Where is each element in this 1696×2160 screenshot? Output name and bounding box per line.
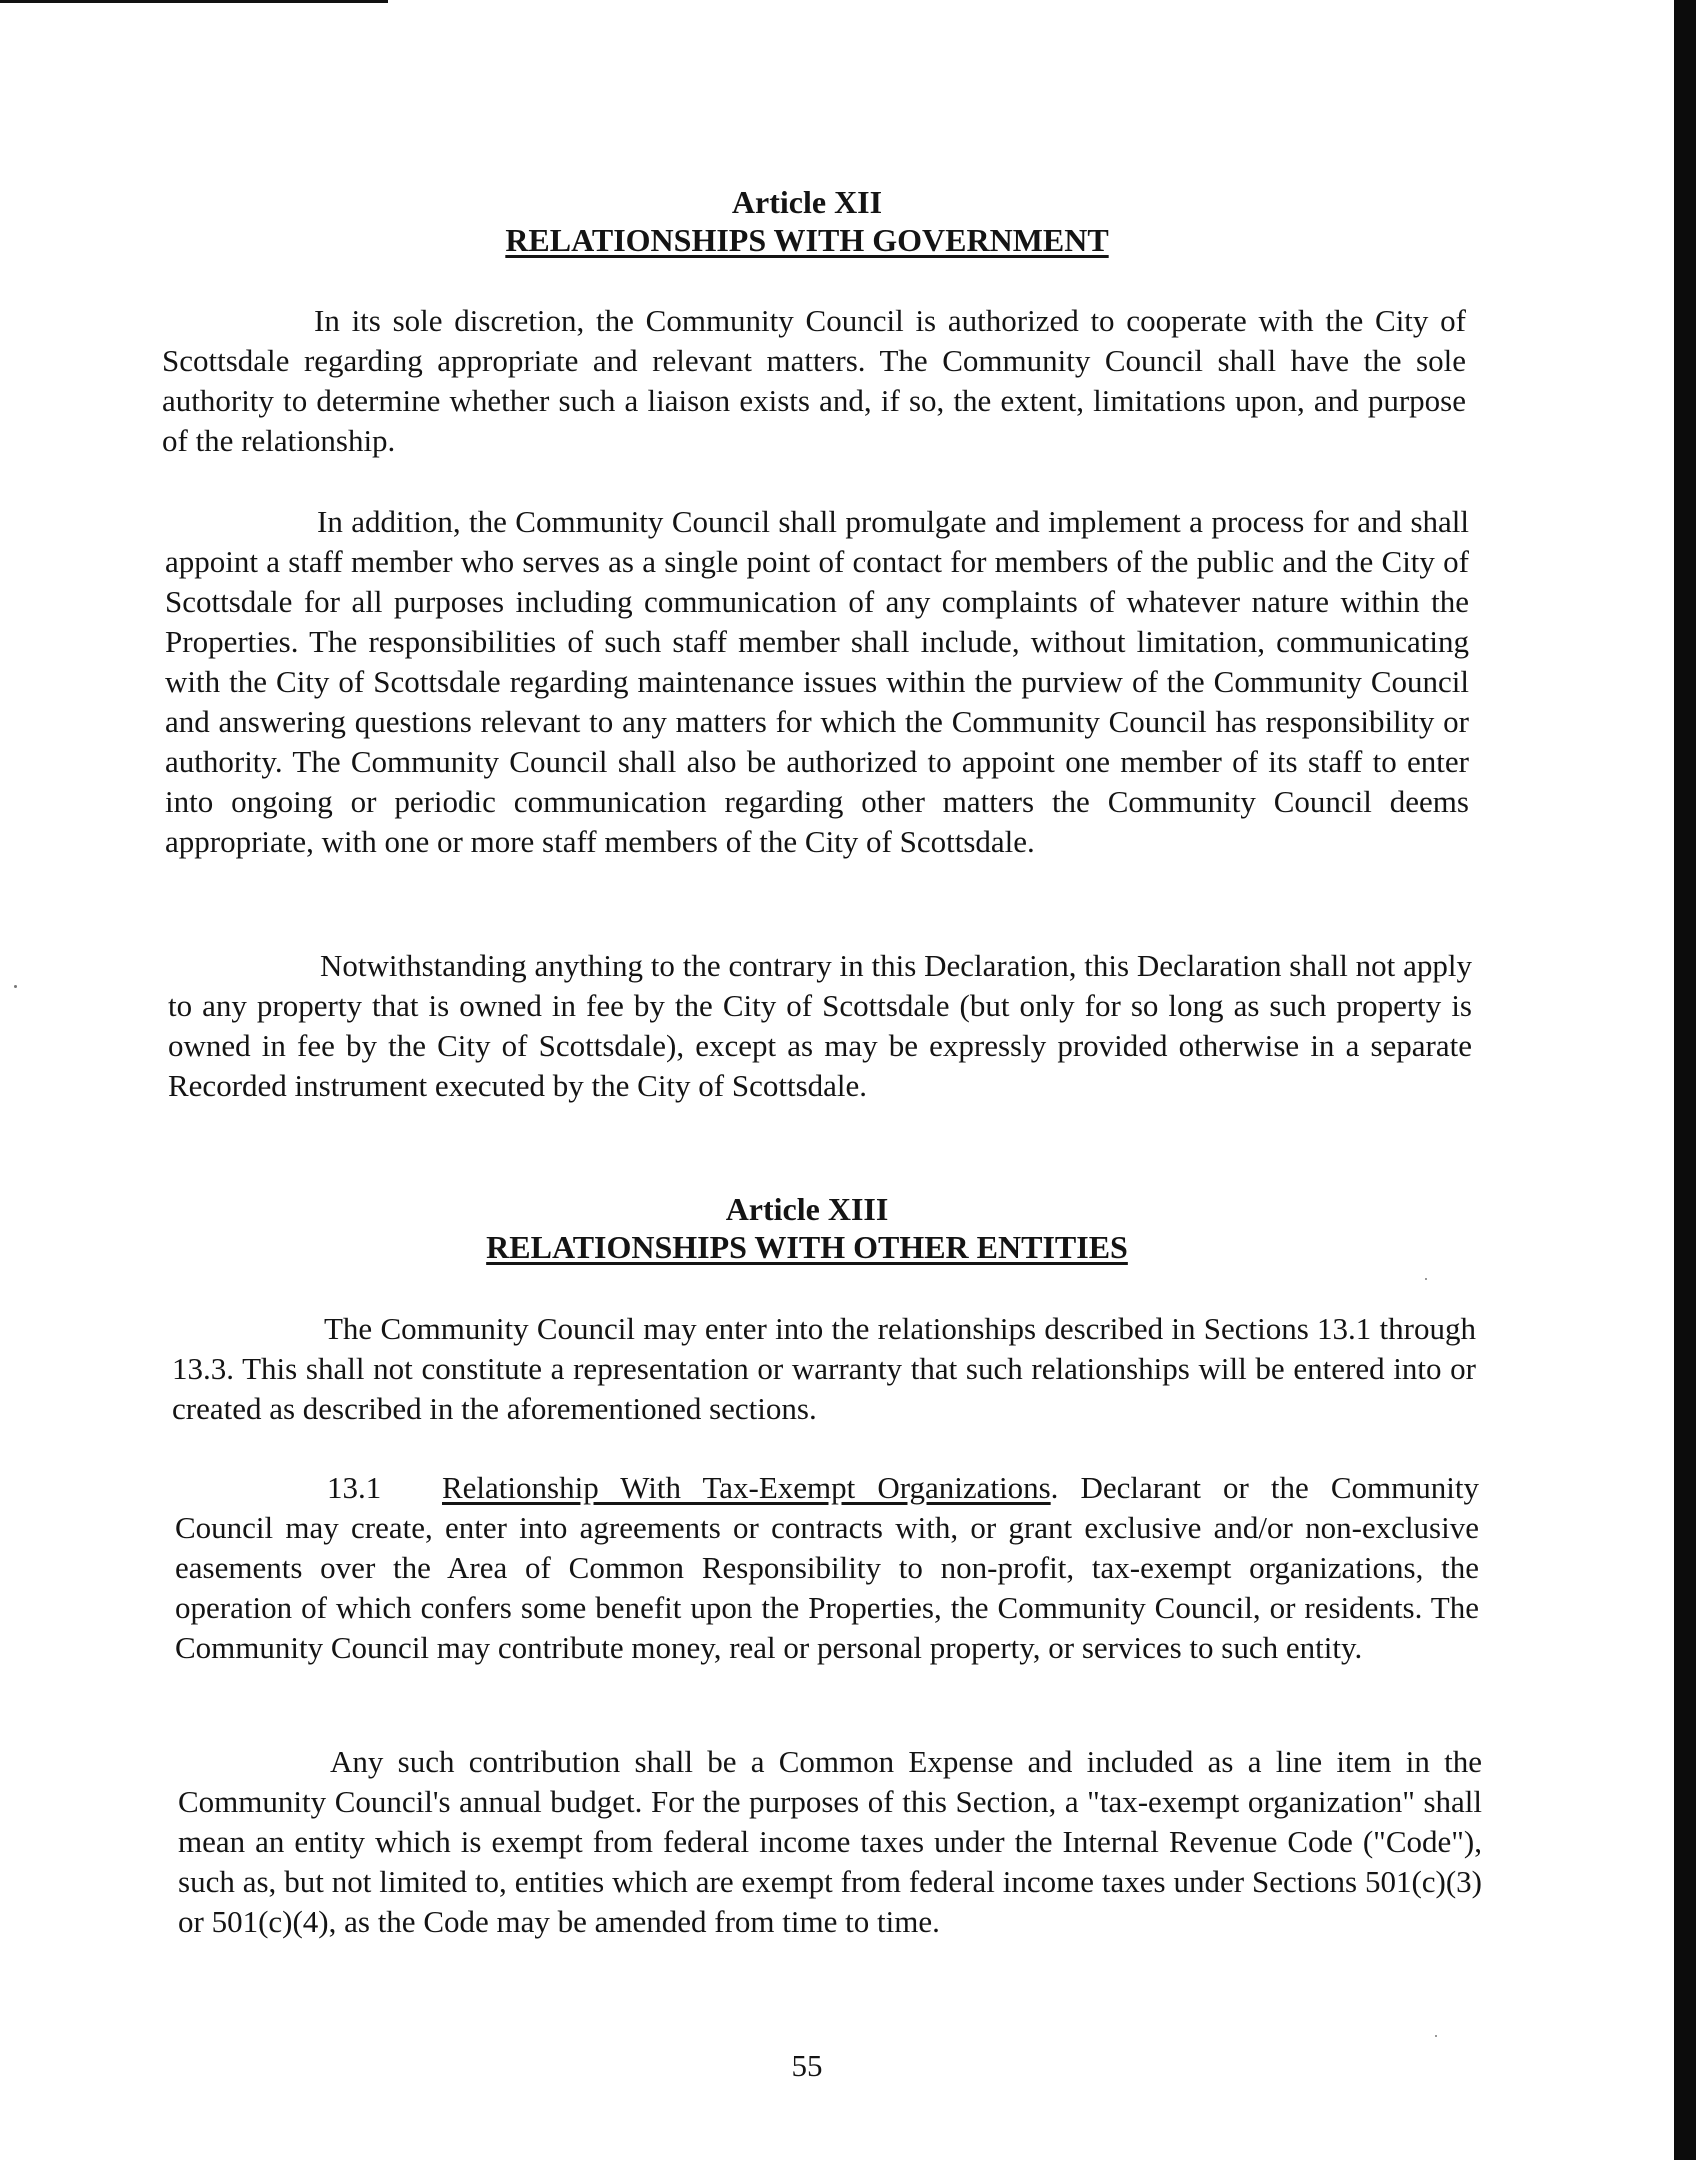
contribution-paragraph: Any such contribution shall be a Common Expense and included as a line item in the Community Council's annual budget. For the purposes of this Section, a "tax-exempt organization" shall mean an entity which is exempt from federal income taxes under the Internal Revenue Code ("Code"), such as, but not limited to, entities which are exempt from federal income taxes under Sections 501(c)(3) or 501(c)(4), as the Code may be amended from time to time. xyxy=(178,1744,1482,1939)
article-12-paragraph-2: In addition, the Community Council shall promulgate and implement a process for and shall appoint a staff member who serves as a single point of contact for members of the public and the City of Scottsdale for all purposes including communication of any complaints of whatever nature within the Properties. The responsibilities of such staff member shall include, without limitation, communicating with the City of Scottsdale regarding maintenance issues within the purview of the Community Council and answering questions relevant to any matters for which the Community Council has responsibility or authority. The Community Council shall also be authorized to appoint one member of its staff to enter into ongoing or periodic communication regarding other matters the Community Council deems appropriate, with one or more staff members of the City of Scottsdale. xyxy=(165,504,1469,859)
scan-speck xyxy=(14,985,17,988)
article-12-number: Article XII xyxy=(731,184,883,220)
article-13-heading xyxy=(0,1190,1614,1266)
article-13-title: RELATIONSHIPS WITH OTHER ENTITIES xyxy=(486,1229,1128,1265)
article-13-intro: The Community Council may enter into the relationships described in Sections 13.1 through 13.3. This shall not constitute a representation or warranty that such relationships will be entered into or created as described in the aforementioned sections. xyxy=(172,1311,1476,1426)
scan-edge-shadow xyxy=(1674,0,1696,2160)
page-number: 55 xyxy=(791,2048,823,2083)
article-12-paragraph-3: Notwithstanding anything to the contrary in this Declaration, this Declaration shall not apply to any property that is owned in fee by the City of Scottsdale (but only for so long as such property is owned in fee by the City of Scottsdale), except as may be expressly provided otherwise in a separate Recorded instrument executed by the City of Scottsdale. xyxy=(168,948,1472,1103)
article-12-paragraph-1: In its sole discretion, the Community Council is authorized to cooperate with the City of Scottsdale regarding appropriate and relevant matters. The Community Council shall have the sole authority to determine whether such a liaison exists and, if so, the extent, limitations upon, and purpose of the relationship. xyxy=(162,303,1466,458)
article-12-title: RELATIONSHIPS WITH GOVERNMENT xyxy=(505,222,1109,258)
article-13-number: Article XIII xyxy=(725,1191,889,1227)
section-13-1-number: 13.1 xyxy=(327,1470,382,1505)
section-13-1: 13.1 Relationship With Tax-Exempt Organizations. Declarant or the Community Council may create, enter into agreements or contracts with, or grant exclusive and/or non-exclusive easements over the Area of Common Responsibility to non-profit, tax-exempt organizations, the operation of which confers some benefit upon the Properties, the Community Council, or residents. The Community Council may contribute money, real or personal property, or services to such entity. xyxy=(175,1470,1479,1665)
scan-speck xyxy=(1425,1278,1427,1280)
section-13-1-heading: Relationship With Tax-Exempt Organizations xyxy=(442,1470,1051,1505)
scan-speck xyxy=(1435,2035,1437,2037)
article-12-heading xyxy=(0,183,1614,259)
